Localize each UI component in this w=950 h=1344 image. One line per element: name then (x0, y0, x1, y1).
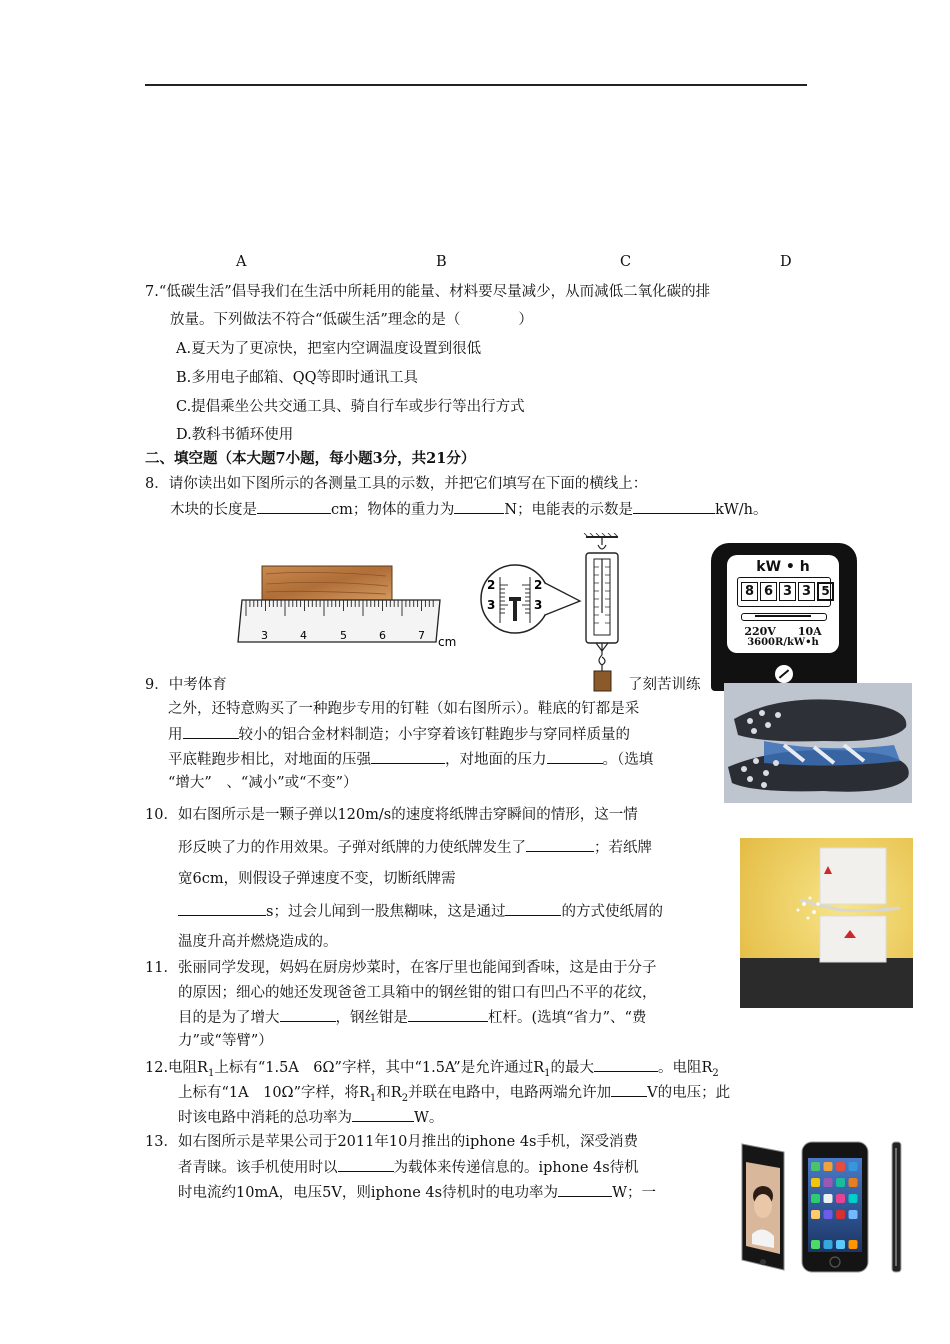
q8-blank-length[interactable] (257, 499, 331, 514)
q9-text-4a: 平底鞋跑步相比，对地面的压强 (168, 752, 371, 768)
q9-blank-pressure[interactable] (371, 749, 445, 764)
q9-text-4c: 。（选填 (602, 752, 654, 768)
header-rule (145, 84, 807, 86)
ruler-tick-label-3: 3 (261, 629, 268, 642)
q8-text-2: cm；物体的重力为 (331, 502, 455, 518)
q10-blank-time[interactable] (178, 901, 266, 916)
scale-mark-3-right: 3 (534, 598, 543, 612)
q12-sub-r1-c: 1 (369, 1092, 377, 1104)
q7-option-b: B.多用电子邮箱、QQ等即时通讯工具 (176, 370, 419, 386)
ruler-unit-label: cm (438, 635, 457, 649)
q12-sub-r1-a: 1 (207, 1067, 215, 1079)
q12-line3 (178, 1107, 443, 1128)
q11-line4: 力”或“等臂”） (178, 1033, 273, 1049)
meter-digit-3: 3 (779, 582, 796, 601)
q13-text-2a: 者青睐。该手机使用时以 (178, 1160, 338, 1176)
ruler-tick-label-7: 7 (418, 629, 425, 642)
q10-blank-method[interactable] (505, 901, 561, 916)
ruler-tick-label-5: 5 (340, 629, 347, 642)
ruler-tick-label-6: 6 (379, 629, 386, 642)
meter-spec-1: 220V 10A (744, 625, 822, 638)
q12-text-1a: 12.电阻R (145, 1060, 208, 1076)
q7-option-a: A.夏天为了更凉快，把室内空调温度设置到很低 (176, 341, 482, 357)
q13-text-3a: 时电流约10mA，电压5V，则iphone 4s待机时的电功率为 (178, 1185, 559, 1201)
iphone-photo (736, 1138, 914, 1276)
q8-blank-gravity[interactable] (454, 499, 504, 514)
option-label-b: B (436, 254, 447, 270)
q13-text-2b: 为载体来传递信息的。iphone 4s待机 (393, 1160, 639, 1176)
q12-sub-r2-b: 2 (401, 1092, 409, 1104)
q12-text-3a: 时该电路中消耗的总功率为 (178, 1110, 352, 1126)
q11-line3 (178, 1007, 646, 1028)
q9-text-3a: 用 (168, 727, 183, 743)
q9-line1b: 了刻苦训练 (628, 677, 701, 693)
electricity-meter (711, 543, 857, 691)
q7-option-d: D.教科书循环使用 (176, 427, 294, 443)
q11-blank-friction[interactable] (280, 1007, 336, 1022)
q12-text-1b: 上标有“1.5A 6Ω”字样，其中“1.5A”是允许通过R (214, 1060, 545, 1076)
q12-sub-r2-a: 2 (712, 1067, 719, 1079)
q7-stem-line2: 放量。下列做法不符合“低碳生活”理念的是（ ） (170, 312, 533, 328)
q11-blank-lever[interactable] (408, 1007, 488, 1022)
q12-text-2d: V的电压；此 (647, 1085, 731, 1101)
q9-line2: 之外，还特意购买了一种跑步专用的钉鞋（如右图所示）。鞋底的钉都是采 (168, 701, 640, 717)
ruler-tick-label-4: 4 (300, 629, 307, 642)
meter-digit-2: 6 (760, 582, 777, 601)
q12-line1 (145, 1057, 719, 1084)
scale-mark-3-left: 3 (487, 598, 496, 612)
q7-option-c: C.提倡乘坐公共交通工具、骑自行车或步行等出行方式 (176, 399, 525, 415)
meter-unit-label: kW • h (756, 559, 810, 575)
q10-line1: 10．如右图所示是一颗子弹以120m/s的速度将纸牌击穿瞬间的情形，这一情 (145, 807, 638, 823)
q8-text-1: 木块的长度是 (170, 502, 257, 518)
spike-shoes-photo (724, 683, 912, 803)
scale-mark-2-right: 2 (534, 578, 543, 592)
q11-line2: 的原因；细心的她还发现爸爸工具箱中的钢丝钳的钳口有凹凸不平的花纹， (178, 985, 657, 1001)
q13-line3 (178, 1182, 656, 1203)
q8-text-3: N；电能表的示数是 (504, 502, 634, 518)
q12-blank-voltage[interactable] (611, 1082, 647, 1097)
q10-text-2a: 形反映了力的作用效果。子弹对纸牌的力使纸牌发生了 (178, 840, 526, 856)
q11-text-3b: ，钢丝钳是 (335, 1010, 408, 1026)
q12-text-2b: 和R (376, 1085, 402, 1101)
hanging-weight (594, 671, 611, 691)
q12-blank-power[interactable] (352, 1107, 414, 1122)
q11-text-3c: 杠杆。(选填“省力”、“费 (488, 1010, 647, 1026)
q8-text-4: kW/h。 (715, 502, 768, 518)
q12-text-2c: 并联在电路中，电路两端允许加 (408, 1085, 612, 1101)
q10-blank-effect[interactable] (526, 837, 594, 852)
q12-blank-current[interactable] (594, 1057, 658, 1072)
q9-line1a: 9．中考体育 (145, 677, 227, 693)
q12-line2 (178, 1082, 730, 1109)
scale-mark-2-left: 2 (487, 578, 496, 592)
q8-stem-line1: 8．请你读出如下图所示的各测量工具的示数，并把它们填写在下面的横线上： (145, 476, 648, 492)
q11-line1: 11．张丽同学发现，妈妈在厨房炒菜时，在客厅里也能闻到香味，这是由于分子 (145, 960, 657, 976)
q12-sub-r1-b: 1 (544, 1067, 551, 1079)
section-title: 二、填空题（本大题7小题，每小题3分，共21分） (145, 450, 476, 467)
q9-line3 (168, 724, 630, 745)
bullet-card-photo (740, 838, 913, 1008)
q8-stem-line2 (170, 499, 767, 520)
q13-line1: 13．如右图所示是苹果公司于2011年10月推出的iphone 4s手机，深受消费 (145, 1134, 638, 1150)
q10-line3: 宽6cm，则假设子弹速度不变，切断纸牌需 (178, 871, 456, 887)
ruler-figure (236, 562, 466, 652)
q8-blank-meter[interactable] (633, 499, 715, 514)
q12-text-3b: W。 (414, 1110, 444, 1126)
option-label-a: A (236, 254, 247, 270)
q10-line4 (178, 901, 663, 922)
q9-text-4b: ，对地面的压力 (445, 752, 547, 768)
q12-text-2a: 上标有“1A 10Ω”字样，将R (178, 1085, 370, 1101)
q13-blank-standby-power[interactable] (558, 1182, 612, 1197)
q10-line5: 温度升高并燃烧造成的。 (178, 934, 338, 950)
q10-line2 (178, 837, 652, 858)
option-label-d: D (780, 254, 792, 270)
q12-text-1c: 的最大 (550, 1060, 594, 1076)
q13-line2 (178, 1157, 639, 1178)
spring-scale-figure (478, 533, 628, 695)
q9-line5: “增大” 、“减小”或“不变”） (168, 775, 358, 791)
meter-spec-2: 3600R/kW•h (747, 637, 819, 648)
option-label-c: C (620, 254, 632, 270)
q9-blank-density[interactable] (183, 724, 239, 739)
q12-text-1d: 。电阻R (657, 1060, 713, 1076)
q7-stem-line1: 7.“低碳生活”倡导我们在生活中所耗用的能量、材料要尽量减少，从而减低二氧化碳的排 (145, 284, 711, 300)
q9-text-3b: 较小的铝合金材料制造；小宇穿着该钉鞋跑步与穿同样质量的 (238, 727, 630, 743)
q9-line4 (168, 749, 653, 770)
meter-digit-1: 8 (741, 582, 758, 601)
q10-text-4a: s；过会儿闻到一股焦糊味，这是通过 (266, 904, 506, 920)
q9-blank-force[interactable] (547, 749, 603, 764)
q13-text-3b: W；一 (612, 1185, 656, 1201)
q10-text-4b: 的方式使纸屑的 (561, 904, 663, 920)
meter-face (727, 555, 839, 653)
q11-text-3a: 目的是为了增大 (178, 1010, 280, 1026)
q10-text-2b: ；若纸牌 (594, 840, 652, 856)
meter-screw-icon (775, 665, 793, 683)
meter-digit-5: 5 (817, 582, 834, 601)
meter-digits (741, 582, 834, 601)
q13-blank-carrier[interactable] (338, 1157, 394, 1172)
meter-digit-4: 3 (798, 582, 815, 601)
